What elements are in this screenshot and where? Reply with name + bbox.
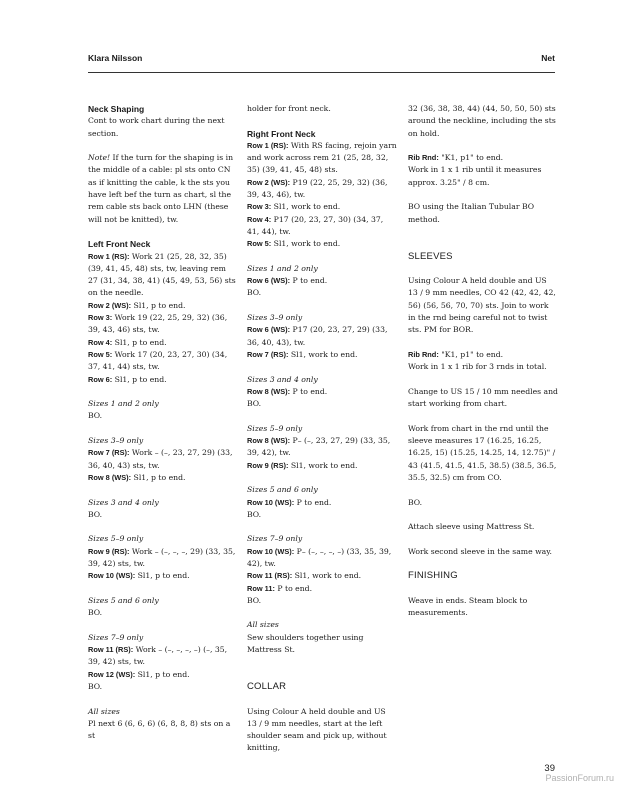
note-label: Note! bbox=[88, 153, 111, 163]
row-text: P– (–, 23, 27, 29) (33, 35, 39, 42), tw. bbox=[247, 436, 391, 458]
collar-heading: COLLAR bbox=[247, 680, 287, 692]
row-line bbox=[88, 337, 236, 349]
size-group-title: Sizes 5 and 6 only bbox=[88, 595, 159, 605]
bind-off-text: BO. bbox=[88, 681, 103, 691]
row-text: P to end. bbox=[290, 386, 328, 396]
row-label: Row 3: bbox=[247, 202, 272, 212]
row-line bbox=[88, 251, 236, 300]
size-group-title: Sizes 3 and 4 only bbox=[247, 374, 318, 384]
neck-shaping-heading: Neck Shaping bbox=[88, 104, 145, 114]
bind-off-text: BO. bbox=[247, 509, 262, 519]
attach-sleeve-text: Attach sleeve using Mattress St. bbox=[408, 522, 535, 532]
row-label: Row 12 (WS): bbox=[88, 669, 136, 679]
row-text: P to end. bbox=[294, 497, 332, 507]
bind-off-instruction: BO using the Italian Tubular BO method. bbox=[408, 202, 535, 224]
size-group-title: All sizes bbox=[88, 706, 120, 716]
row-text: Sl1, p to end. bbox=[131, 472, 186, 482]
column-1 bbox=[88, 103, 236, 742]
row-text: Sl1, work to end. bbox=[288, 349, 358, 359]
size-group-title: Sizes 7–9 only bbox=[88, 632, 144, 642]
row-line bbox=[247, 275, 397, 287]
row-text: Sl1, work to end. bbox=[288, 460, 358, 470]
row-label: Row 6: bbox=[88, 374, 113, 384]
row-label: Row 4: bbox=[247, 214, 272, 224]
continued-text: holder for front neck. bbox=[247, 104, 331, 113]
size-group-title: Sizes 3–9 only bbox=[247, 313, 303, 323]
column-3 bbox=[408, 103, 558, 619]
row-label: Row 5: bbox=[247, 239, 272, 249]
rib-instruction: Work in 1 x 1 rib for 3 rnds in total. bbox=[408, 362, 547, 372]
row-line bbox=[247, 140, 397, 177]
row-text: Sl1, work to end. bbox=[271, 239, 341, 249]
size-group-title: Sizes 1 and 2 only bbox=[247, 263, 318, 273]
size-group-title: Sizes 5–9 only bbox=[88, 534, 144, 544]
neck-shaping-intro: Cont to work chart during the next section. bbox=[88, 116, 225, 138]
row-text: Work 17 (20, 23, 27, 30) (34, 37, 41, 44) sts, tw. bbox=[88, 349, 228, 372]
size-group-title: Sizes 3–9 only bbox=[88, 436, 144, 446]
page-number: 39 bbox=[544, 763, 555, 774]
row-label: Row 6 (WS): bbox=[247, 276, 291, 286]
row-line bbox=[247, 349, 397, 361]
row-label: Row 10 (WS): bbox=[247, 497, 295, 507]
bind-off-text: BO. bbox=[247, 288, 262, 298]
row-label: Rib Rnd: bbox=[408, 349, 439, 359]
row-line bbox=[247, 324, 397, 349]
size-group-title: All sizes bbox=[247, 620, 279, 630]
size-group-title: Sizes 5 and 6 only bbox=[247, 485, 318, 495]
row-line bbox=[247, 238, 397, 250]
row-label: Row 8 (WS): bbox=[247, 436, 291, 446]
size-group-title: Sizes 1 and 2 only bbox=[88, 399, 159, 409]
row-label: Rib Rnd: bbox=[408, 153, 439, 163]
row-line bbox=[247, 460, 397, 472]
row-line bbox=[88, 349, 236, 374]
row-label: Row 8 (WS): bbox=[88, 472, 132, 482]
row-text: Sl1, p to end. bbox=[131, 300, 186, 310]
row-line bbox=[247, 201, 397, 213]
row-line bbox=[88, 312, 236, 337]
row-text: Work – (–, –, –, 29) (33, 35, 39, 42) sts, tw. bbox=[88, 546, 236, 568]
row-text: Sl1, p to end. bbox=[135, 669, 190, 679]
row-label: Row 9 (RS): bbox=[88, 546, 130, 556]
sleeves-text: Using Colour A held double and US 13 / 9 mm needles, CO 42 (42, 42, 42, 56) (56, 56, 70, 70) sts. Join to work in the rnd being careful not to twist sts. PM for BOR. bbox=[408, 276, 556, 335]
bind-off-text: BO. bbox=[88, 509, 103, 519]
row-line bbox=[88, 447, 236, 472]
all-sizes-text: Sew shoulders together using Mattress St. bbox=[247, 632, 364, 655]
row-line bbox=[247, 386, 397, 398]
row-line bbox=[247, 583, 397, 595]
work-chart-text: Work from chart in the rnd until the sleeve measures 17 (16.25, 16.25, 16.25, 15) (15.25, 14.25, 14, 12.75)" / 43 (41.5, 41.5, 41.5, 38.5) (38.5, 36.5, 35.5, 32.5) cm from CO. bbox=[408, 423, 557, 482]
row-text: Work 21 (25, 28, 32, 35) (39, 41, 45, 48) sts, tw, leaving rem 27 (31, 34, 38, 41) (45, 49, 53, 56) sts on the needle. bbox=[88, 251, 236, 298]
row-line bbox=[247, 214, 397, 239]
bind-off-text: BO. bbox=[247, 595, 262, 605]
change-needles-text: Change to US 15 / 10 mm needles and start working from chart. bbox=[408, 386, 558, 409]
row-label: Row 3: bbox=[88, 313, 113, 323]
row-line bbox=[247, 497, 397, 509]
header-rule bbox=[88, 72, 555, 73]
row-line bbox=[88, 300, 236, 312]
row-label: Row 7 (RS): bbox=[247, 349, 289, 359]
left-front-neck-heading: Left Front Neck bbox=[88, 239, 151, 250]
row-line bbox=[88, 374, 236, 386]
row-label: Row 8 (WS): bbox=[247, 386, 291, 396]
right-front-neck-heading: Right Front Neck bbox=[247, 128, 316, 139]
row-text: P17 (20, 23, 27, 30) (34, 37, 41, 44), tw. bbox=[247, 214, 384, 236]
row-text: P to end. bbox=[274, 583, 313, 593]
row-label: Row 9 (RS): bbox=[247, 460, 289, 470]
all-sizes-text: Pl next 6 (6, 6, 6) (6, 8, 8, 8) sts on a st bbox=[88, 718, 231, 741]
row-label: Row 5: bbox=[88, 349, 113, 359]
row-text: P19 (22, 25, 29, 32) (36, 39, 43, 46), tw. bbox=[247, 177, 388, 200]
row-text: Work – (–, –, –, –) (–, 35, 39, 42) sts, tw. bbox=[88, 645, 228, 667]
author-name: Klara Nilsson bbox=[88, 53, 143, 63]
row-line bbox=[247, 546, 397, 571]
sleeves-heading: SLEEVES bbox=[408, 250, 453, 262]
row-label: Row 4: bbox=[88, 337, 113, 347]
note-text: If the turn for the shaping is in the middle of a cable: pl sts onto CN as if knitting the cable, k the sts you have left bef the turn as chart, sl the rem cable sts back onto LHN (these will not be knitted), tw. bbox=[88, 153, 234, 224]
row-label: Row 1 (RS): bbox=[88, 251, 130, 261]
bind-off-text: BO. bbox=[88, 608, 103, 618]
row-label: Row 6 (WS): bbox=[247, 325, 291, 335]
row-text: Sl1, p to end. bbox=[112, 374, 167, 384]
row-text: Sl1, p to end. bbox=[112, 337, 167, 347]
row-line bbox=[88, 669, 236, 681]
row-line bbox=[408, 152, 558, 164]
column-2 bbox=[247, 103, 397, 755]
row-text: P17 (20, 23, 27, 29) (33, 36, 40, 43), tw. bbox=[247, 325, 388, 347]
note-paragraph bbox=[88, 152, 236, 226]
second-sleeve-text: Work second sleeve in the same way. bbox=[408, 546, 552, 556]
row-text: P to end. bbox=[290, 276, 328, 286]
rib-instruction: Work in 1 x 1 rib until it measures approx. 3.25" / 8 cm. bbox=[408, 165, 542, 187]
row-label: Row 7 (RS): bbox=[88, 448, 130, 458]
row-line bbox=[247, 435, 397, 460]
bind-off-text: BO. bbox=[247, 399, 262, 409]
bind-off-text: BO. bbox=[408, 497, 423, 507]
row-text: Sl1, work to end. bbox=[271, 202, 341, 212]
row-text: Work – (–, 23, 27, 29) (33, 36, 40, 43) sts, tw. bbox=[88, 448, 233, 470]
row-text: "K1, p1" to end. bbox=[438, 153, 504, 163]
row-label: Row 10 (WS): bbox=[247, 546, 295, 556]
finishing-text: Weave in ends. Steam block to measurements. bbox=[408, 595, 528, 618]
size-group-title: Sizes 3 and 4 only bbox=[88, 497, 159, 507]
bind-off-text: BO. bbox=[88, 411, 103, 421]
row-text: "K1, p1" to end. bbox=[438, 349, 504, 359]
row-text: Work 19 (22, 25, 29, 32) (36, 39, 43, 46) sts, tw. bbox=[88, 313, 228, 335]
size-group-title: Sizes 5–9 only bbox=[247, 423, 303, 433]
row-text: Sl1, p to end. bbox=[135, 571, 190, 581]
finishing-heading: FINISHING bbox=[408, 570, 458, 582]
continued-text: 32 (36, 38, 38, 44) (44, 50, 50, 50) sts around the neckline, including the sts on hold. bbox=[408, 104, 556, 138]
row-line bbox=[247, 177, 397, 202]
row-line bbox=[88, 472, 236, 484]
row-label: Row 2 (WS): bbox=[247, 177, 291, 187]
row-label: Row 11 (RS): bbox=[88, 645, 134, 655]
size-group-title: Sizes 7–9 only bbox=[247, 534, 303, 544]
row-text: Sl1, work to end. bbox=[292, 571, 362, 581]
row-label: Row 11 (RS): bbox=[247, 571, 293, 581]
row-line bbox=[88, 644, 236, 669]
row-line bbox=[408, 349, 558, 361]
row-label: Row 11: bbox=[247, 583, 275, 593]
row-label: Row 2 (WS): bbox=[88, 300, 132, 310]
row-line bbox=[88, 570, 236, 582]
row-text: P– (–, –, –, –) (33, 35, 39, 42), tw. bbox=[247, 546, 392, 568]
collar-text: Using Colour A held double and US 13 / 9 mm needles, start at the left shoulder seam and pick up, without knitting, bbox=[247, 706, 387, 753]
row-text: With RS facing, rejoin yarn and work across rem 21 (25, 28, 32, 35) (39, 41, 45, 48) sts. bbox=[247, 140, 397, 175]
pattern-title: Net bbox=[541, 53, 555, 63]
row-line bbox=[88, 546, 236, 571]
row-line bbox=[247, 570, 397, 582]
watermark: PassionForum.ru bbox=[545, 773, 614, 783]
row-label: Row 1 (RS): bbox=[247, 140, 289, 150]
row-label: Row 10 (WS): bbox=[88, 571, 136, 581]
